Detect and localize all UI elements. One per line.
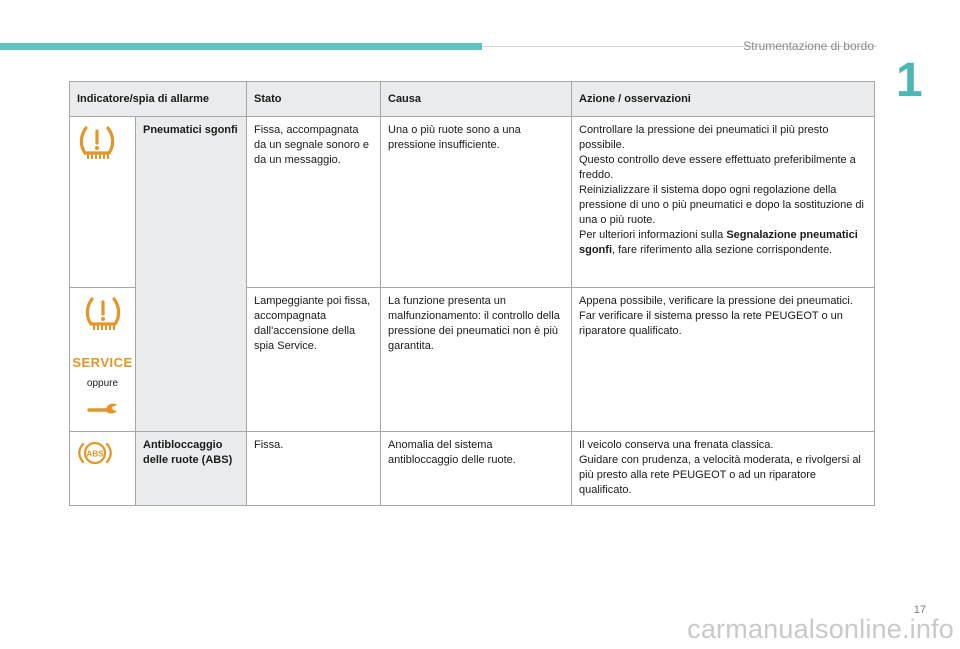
reference-link-text: Segnalazione pneumatici sgonfi xyxy=(579,229,858,256)
wrench-icon xyxy=(87,401,119,420)
abs-warning-icon xyxy=(77,449,113,471)
abs-icon-label: ABS xyxy=(86,449,104,459)
azione-line: Il veicolo conserva una frenata classica. xyxy=(579,439,774,451)
column-header-indicator: Indicatore/spia di allarme xyxy=(70,82,247,117)
causa-cell: Una o più ruote sono a una pressione insufficiente. xyxy=(381,117,572,288)
stato-cell: Lampeggiante poi fissa, accompagnata dall'accensione della spia Service. xyxy=(247,288,381,432)
indicator-name: Pneumatici sgonfi xyxy=(136,117,247,432)
warning-lights-table xyxy=(69,81,875,506)
reference-prefix: Per ulteriori informazioni sulla xyxy=(579,229,727,241)
chapter-number: 1 xyxy=(896,54,923,107)
watermark: carmanualsonline.info xyxy=(687,614,954,644)
azione-line: Reinizializzare il sistema dopo ogni regolazione della pressione di uno o più pneumatici e dopo la sostituzione di una o più ruote. xyxy=(579,184,864,226)
azione-line: Far verificare il sistema presso la rete PEUGEOT o un riparatore qualificato. xyxy=(579,310,843,337)
azione-line: Appena possibile, verificare la pressione dei pneumatici. xyxy=(579,295,853,307)
table-row xyxy=(70,117,875,288)
stato-cell: Fissa. xyxy=(247,432,381,506)
causa-cell: La funzione presenta un malfunzionamento: il controllo della pressione dei pneumatici non è più garantita. xyxy=(381,288,572,432)
azione-line: Controllare la pressione dei pneumatici il più presto possibile. xyxy=(579,124,829,151)
icon-cell xyxy=(70,288,136,432)
table-header-row xyxy=(70,82,875,117)
tire-pressure-warning-icon xyxy=(77,154,117,166)
icon-cell xyxy=(70,117,136,288)
column-header-azione: Azione / osservazioni xyxy=(572,82,875,117)
stato-cell: Fissa, accompagnata da un segnale sonoro e da un messaggio. xyxy=(247,117,381,288)
header-accent-bar xyxy=(0,43,482,50)
oppure-label: oppure xyxy=(86,378,119,389)
azione-cell xyxy=(572,288,875,432)
azione-line: Guidare con prudenza, a velocità moderata, e rivolgersi al più presto alla rete PEUGEOT o ad un riparatore qualificato. xyxy=(579,454,861,496)
section-title: Strumentazione di bordo xyxy=(743,39,874,53)
causa-cell: Anomalia del sistema antibloccaggio delle ruote. xyxy=(381,432,572,506)
table-row xyxy=(70,432,875,506)
reference-suffix: , fare riferimento alla sezione corrispondente. xyxy=(612,244,833,256)
icon-cell xyxy=(70,432,136,506)
azione-cell xyxy=(572,117,875,288)
azione-cell xyxy=(572,432,875,506)
service-icon: SERVICE xyxy=(72,355,133,370)
tire-pressure-warning-icon xyxy=(83,294,123,339)
page-number: 17 xyxy=(913,604,926,616)
indicator-name: Antibloccaggio delle ruote (ABS) xyxy=(136,432,247,506)
column-header-stato: Stato xyxy=(247,82,381,117)
column-header-causa: Causa xyxy=(381,82,572,117)
azione-reference xyxy=(579,228,867,258)
azione-line: Questo controllo deve essere effettuato preferibilmente a freddo. xyxy=(579,154,856,181)
